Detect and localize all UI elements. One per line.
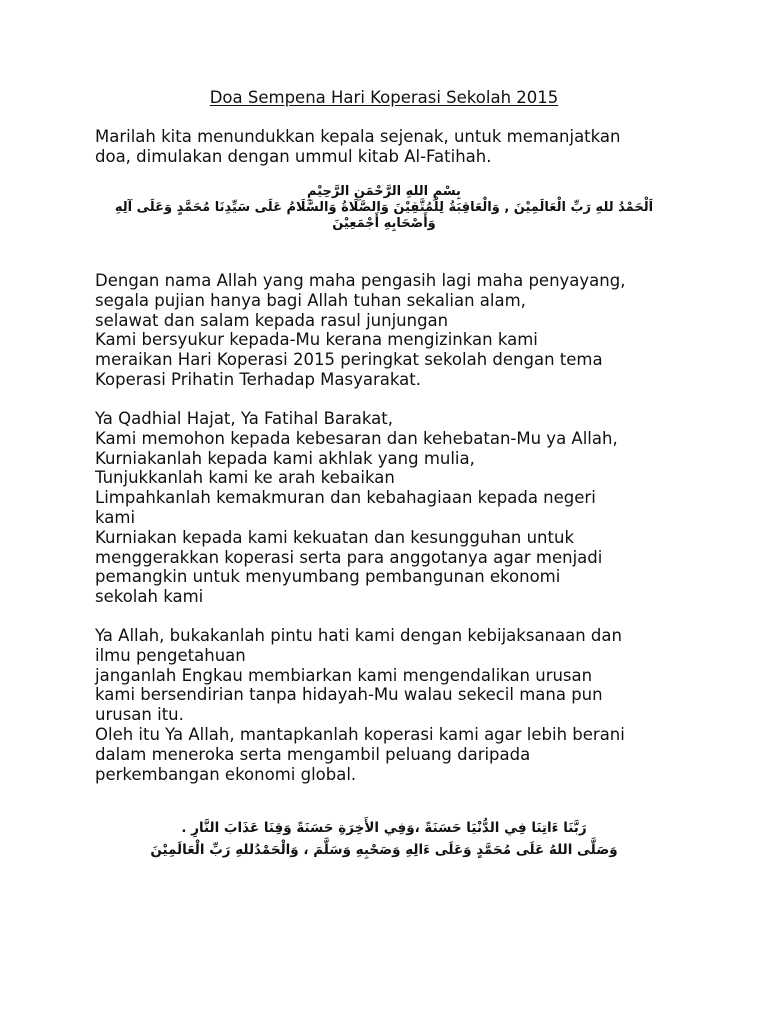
paragraph-opening [95, 271, 695, 390]
arabic-line: وَأَصْحَابِهِ أَجْمَعِيْنَ [332, 216, 436, 231]
text-line: Kami memohon kepada kebesaran dan kehebatan-Mu ya Allah, [95, 428, 618, 448]
text-line: kami bersendirian tanpa hidayah-Mu walau sekecil mana pun [95, 685, 603, 705]
text-line: segala pujian hanya bagi Allah tuhan sekalian alam, [95, 290, 526, 310]
text-line: pemangkin untuk menyumbang pembangunan ekonomi [95, 567, 561, 587]
paragraph-supplication [95, 409, 695, 607]
text-line: Ya Qadhial Hajat, Ya Fatihal Barakat, [95, 409, 394, 428]
text-line: Koperasi Prihatin Terhadap Masyarakat. [95, 369, 421, 389]
paragraph-guidance [95, 626, 695, 784]
text-line: Kami bersyukur kepada-Mu kerana mengizinkan kami [95, 330, 538, 350]
text-line: Kurniakanlah kepada kami akhlak yang mulia, [95, 448, 475, 468]
arabic-closing-prayer [60, 817, 708, 861]
text-line: Limpahkanlah kemakmuran dan kebahagiaan kepada negeri [95, 488, 596, 508]
text-line: janganlah Engkau membiarkan kami mengendalikan urusan [95, 665, 593, 685]
text-line: Marilah kita menundukkan kepala sejenak, untuk memanjatkan [95, 127, 621, 146]
document-title: Doa Sempena Hari Koperasi Sekolah 2015 [209, 88, 559, 107]
text-line: Oleh itu Ya Allah, mantapkanlah koperasi kami agar lebih berani [95, 724, 625, 744]
text-line: perkembangan ekonomi global. [95, 764, 357, 784]
arabic-line: بِسْمِ اللهِ الرَّحْمَنِ الرَّحِيْمِ [307, 184, 461, 199]
arabic-line: اَلْحَمْدُ للهِ رَبِّ الْعَالَمِيْنَ , وَالْعَاقِبَةُ لِلْمُتَّقِيْنَ وَالصَّلَاةُ وَالسَّلَامُ عَلَى سَيِّدِنَا مُحَمَّدٍ وَعَلَى آلِهِ [114, 200, 654, 215]
text-line: meraikan Hari Koperasi 2015 peringkat sekolah dengan tema [95, 350, 603, 370]
text-line: Dengan nama Allah yang maha pengasih lagi maha penyayang, [95, 271, 626, 290]
text-line: Kurniakan kepada kami kekuatan dan kesungguhan untuk [95, 527, 574, 547]
text-line: Ya Allah, bukakanlah pintu hati kami dengan kebijaksanaan dan [95, 626, 622, 645]
text-line: kami [95, 507, 136, 527]
text-line: ilmu pengetahuan [95, 645, 246, 665]
text-line: menggerakkan koperasi serta para anggotanya agar menjadi [95, 547, 603, 567]
text-line: dalam meneroka serta mengambil peluang daripada [95, 744, 531, 764]
text-line: doa, dimulakan dengan ummul kitab Al-Fatihah. [95, 146, 492, 166]
arabic-line: رَبَّنَا ءَاتِنَا فِي الدُّنْيَا حَسَنَةً ،وَفِي الأَخِرَةِ حَسَنَةً وَقِنَا عَذَابَ النَّارِ . [181, 820, 587, 836]
text-line: urusan itu. [95, 705, 184, 725]
text-line: selawat dan salam kepada rasul junjungan [95, 310, 449, 330]
text-line: Tunjukkanlah kami ke arah kebaikan [95, 468, 395, 488]
text-line: sekolah kami [95, 587, 204, 607]
arabic-line: وَصَلَّى اللهُ عَلَى مُحَمَّدٍ وَعَلَى ءَالِهِ وَصَحْبِهِ وَسَلَّمَ ، وَالْحَمْدُللهِ رَبِّ الْعَالَمِيْنَ [150, 842, 618, 858]
arabic-opening-prayer [60, 184, 708, 232]
intro-paragraph [95, 127, 695, 167]
